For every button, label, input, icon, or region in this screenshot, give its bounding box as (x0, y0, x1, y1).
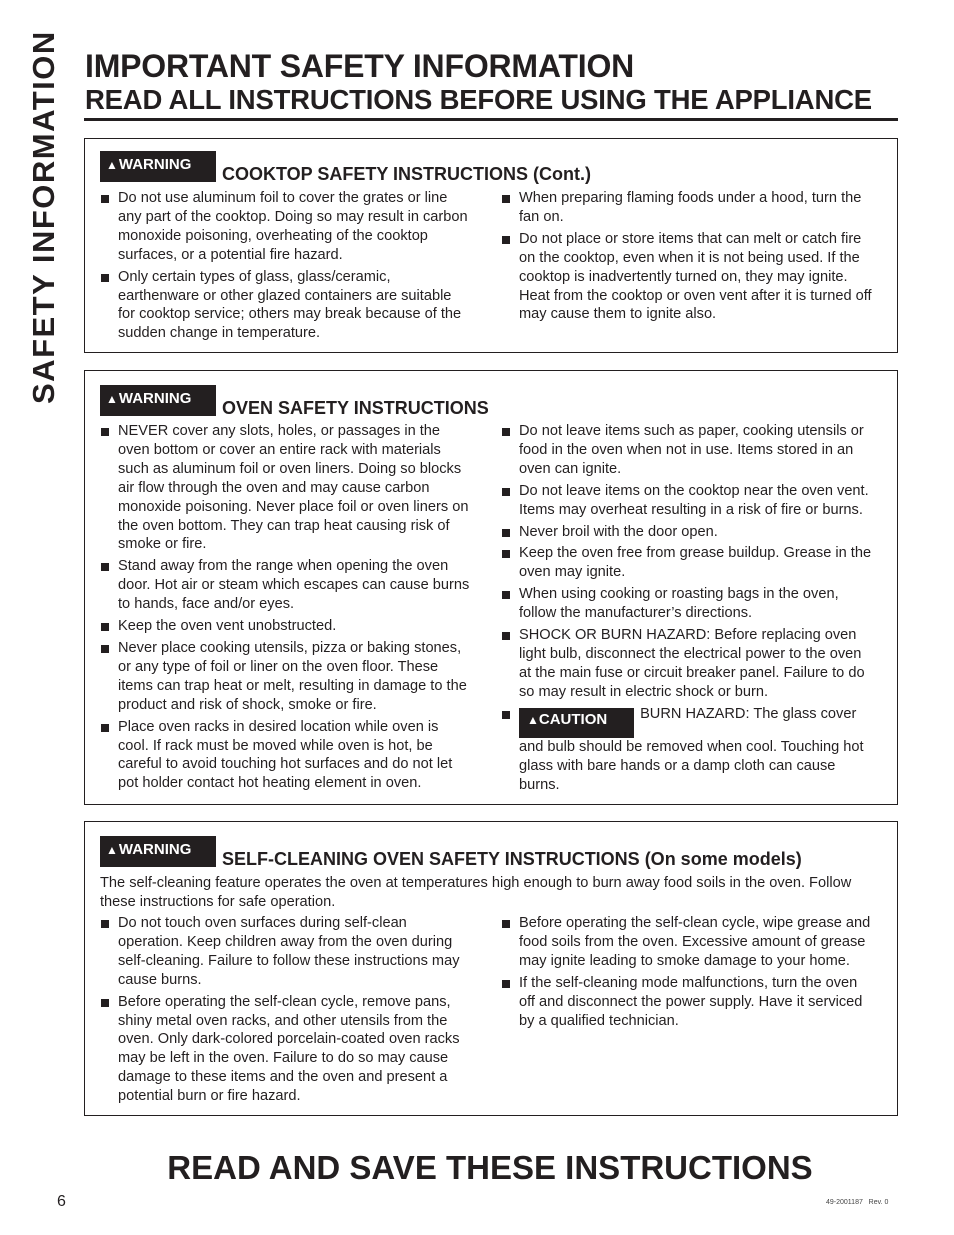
list-item: Do not leave items such as paper, cooking utensils or food in the oven when not in use. Items stored in an oven can ignite. (501, 422, 873, 479)
left-list (100, 422, 472, 796)
list-item: Before operating the self-clean cycle, wipe grease and food soils from the oven. Excessive amount of grease may ignite leading to smoke damage to your home. (501, 914, 873, 971)
title-divider (84, 118, 898, 121)
list-item: Only certain types of glass, glass/ceramic, earthenware or other glazed containers are suitable for cooktop service; others may break because of the sudden change in temperature. (100, 268, 472, 344)
page-title: IMPORTANT SAFETY INFORMATION (85, 48, 635, 84)
list-item: If the self-cleaning mode malfunctions, turn the oven off and disconnect the power supply. Have it serviced by a qualified technician. (501, 974, 873, 1031)
left-list (100, 914, 472, 1109)
right-list (501, 914, 873, 1033)
document-code: 49-2001187 Rev. 0 (826, 1199, 889, 1206)
list-item: Stand away from the range when opening the oven door. Hot air or steam which escapes can cause burns to hands, face and/or eyes. (100, 557, 472, 614)
right-list (501, 422, 873, 797)
list-item: Place oven racks in desired location while oven is cool. If rack must be moved while oven is hot, be careful to avoid touching hot surfaces and do not let pot holder contact hot heating element in oven. (100, 718, 472, 794)
list-item: Keep the oven free from grease buildup. Grease in the oven may ignite. (501, 544, 873, 582)
warning-triangle-icon: ▲ (106, 158, 118, 172)
warning-triangle-icon: ▲ (106, 843, 118, 857)
page-number: 6 (57, 1193, 66, 1210)
intro-text: The self-cleaning feature operates the oven at temperatures high enough to burn away food soils in the oven. Follow these instructions for safe operation. (100, 875, 852, 910)
warning-triangle-icon: ▲ (527, 712, 539, 727)
page-subtitle: READ ALL INSTRUCTIONS BEFORE USING THE APPLIANCE (85, 84, 872, 115)
oven-safety-box (84, 370, 898, 805)
list-item: Before operating the self-clean cycle, remove pans, shiny metal oven racks, and other utensils from the oven. Only dark-colored porcelain-coated oven racks may be left in the oven. Failure to do so may cause damage to these items and the oven and present a potential burn or fire hazard. (100, 993, 472, 1106)
list-item: Never place cooking utensils, pizza or baking stones, or any type of foil or liner on the oven floor. These items can trap heat or melt, resulting in damage to the product and risk of shock, smoke or fire. (100, 639, 472, 715)
list-item: Do not place or store items that can melt or catch fire on the cooktop, even when it is not being used. If the cooktop is inadvertently turned on, they may ignite. Heat from the cooktop or oven vent after it is turned off may cause them to ignite also. (501, 230, 873, 325)
warning-badge (100, 151, 216, 182)
side-section-label: SAFETY INFORMATION (26, 30, 61, 404)
caution-text: BURN HAZARD: The glass cover and bulb should be removed when cool. Touching hot glass with bare hands or a damp cloth can cause burns. (519, 705, 864, 793)
list-item: When using cooking or roasting bags in the oven, follow the manufacturer’s directions. (501, 585, 873, 623)
left-list (100, 189, 472, 346)
list-item: SHOCK OR BURN HAZARD: Before replacing oven light bulb, disconnect the electrical power to the oven at the main fuse or circuit breaker panel. Failure to do so may result in electric shock or burn. (501, 626, 873, 702)
list-item: Do not use aluminum foil to cover the grates or line any part of the cooktop. Doing so may result in carbon monoxide poisoning, overheating of the cooktop surfaces, or a potential fire hazard. (100, 189, 472, 265)
list-item: Keep the oven vent unobstructed. (100, 617, 472, 636)
list-item: Do not leave items on the cooktop near the oven vent. Items may overheat resulting in a risk of fire or burns. (501, 482, 873, 520)
list-item: NEVER cover any slots, holes, or passages in the oven bottom or cover an entire rack with materials such as aluminum foil or oven liners. Doing so blocks air flow through the oven and may cause carbon monoxide poisoning. Never place foil or oven liners on the oven bottom. They can trap heat causing risk of smoke or fire. (100, 422, 472, 554)
self-cleaning-safety-box (84, 821, 898, 1116)
caution-badge (519, 708, 634, 738)
warning-label: WARNING (118, 390, 192, 407)
right-list (501, 189, 873, 327)
warning-label: WARNING (118, 156, 192, 173)
list-item: Never broil with the door open. (501, 523, 873, 542)
cooktop-safety-box (84, 138, 898, 353)
caution-list-item (501, 705, 873, 795)
warning-badge (100, 836, 216, 867)
list-item: Do not touch oven surfaces during self-clean operation. Keep children away from the oven during self-cleaning. Failure to follow these instructions may cause burns. (100, 914, 472, 990)
warning-triangle-icon: ▲ (106, 392, 118, 406)
caution-label: CAUTION (538, 710, 608, 728)
section-heading: SELF-CLEANING OVEN SAFETY INSTRUCTIONS (On some models) (222, 849, 802, 869)
section-heading: OVEN SAFETY INSTRUCTIONS (222, 398, 489, 418)
warning-label: WARNING (118, 841, 192, 858)
section-heading: COOKTOP SAFETY INSTRUCTIONS (Cont.) (222, 164, 592, 184)
list-item: When preparing flaming foods under a hood, turn the fan on. (501, 189, 873, 227)
warning-badge (100, 385, 216, 416)
footer-heading: READ AND SAVE THESE INSTRUCTIONS (167, 1149, 813, 1186)
